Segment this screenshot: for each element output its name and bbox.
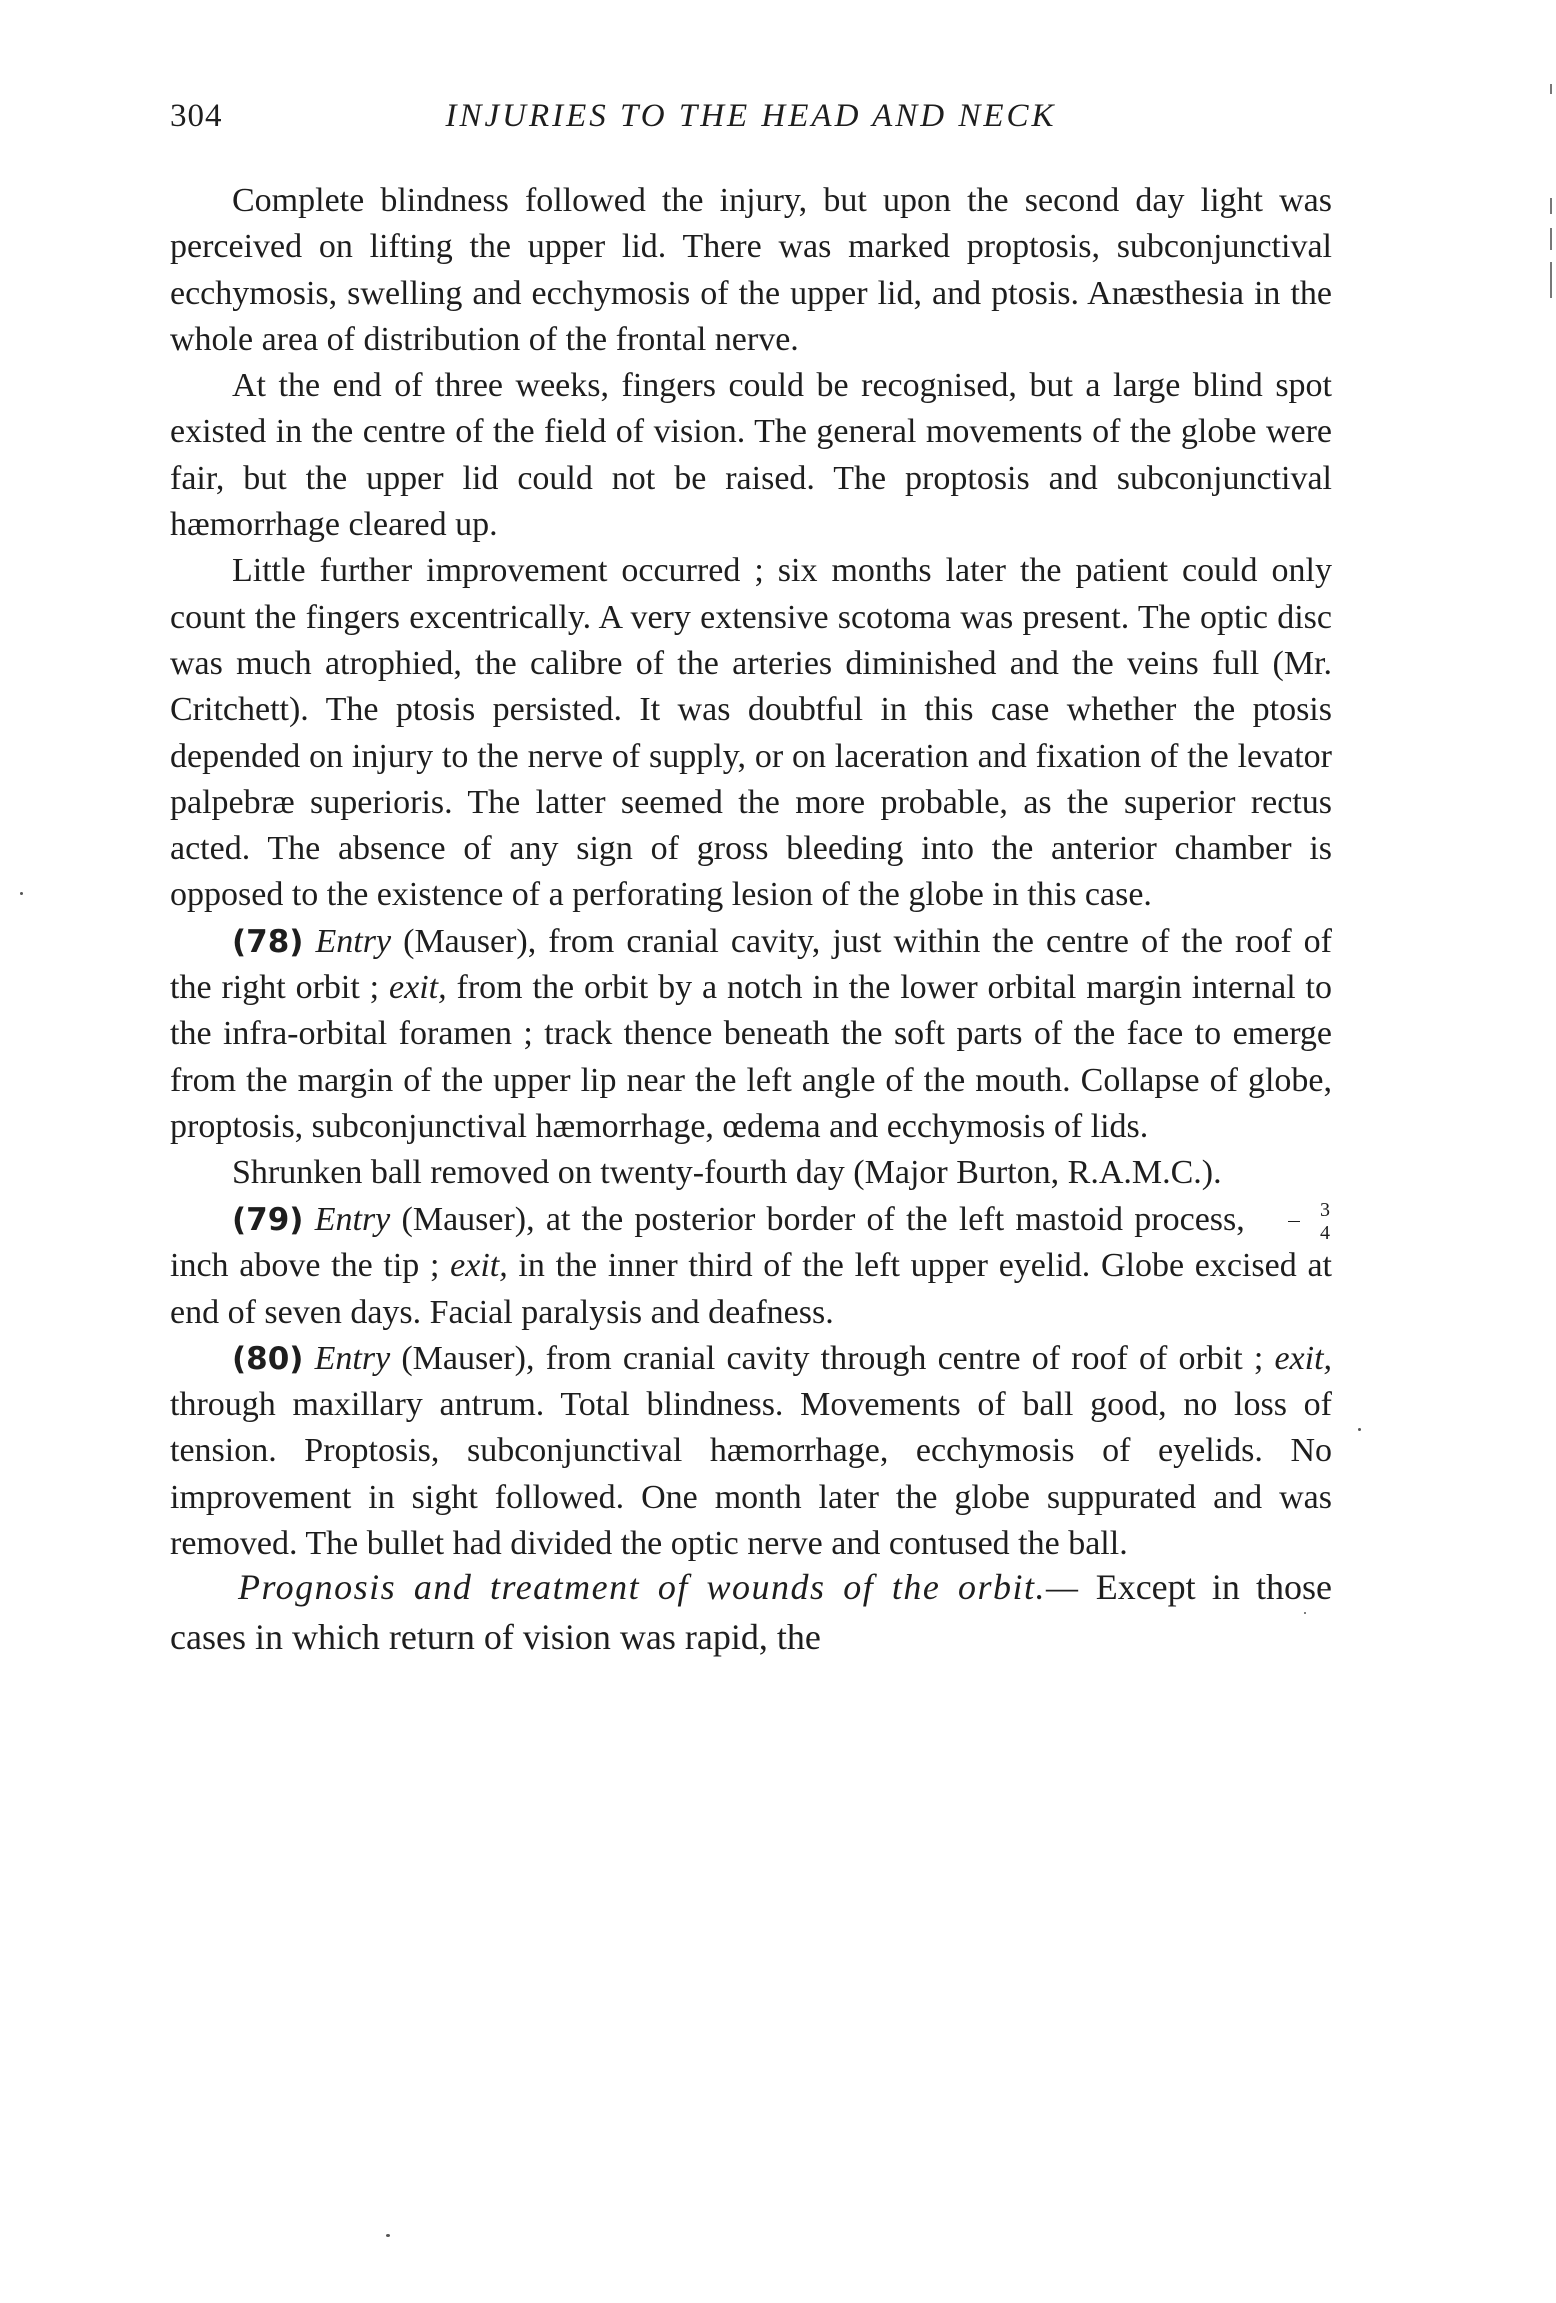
- prognosis-section: [170, 1562, 1332, 1662]
- margin-mark: [1550, 84, 1552, 94]
- case-79-text-c: in the inner third of the left upper eyelid. Globe excised at end of seven days. Facial paralysis and deafness.: [170, 1247, 1332, 1331]
- running-head: [170, 98, 1332, 148]
- body-text: [170, 178, 1332, 1567]
- case-80-text-a: (Mauser), from cranial cavity through centre of roof of orbit ;: [390, 1339, 1275, 1377]
- case-80-text-b: through maxillary antrum. Total blindness. Movements of ball good, no loss of tension. Proptosis, subconjunctival hæmorrhage, ecchymosis of eyelids. No improvement in sight followed. One month later the globe suppurated and was removed. The bullet had divided the optic nerve and contused the ball.: [170, 1386, 1332, 1563]
- fraction-denominator: 4: [1320, 1222, 1331, 1245]
- paragraph-three-weeks: At the end of three weeks, fingers could be recognised, but a large blind spot existed in the centre of the field of vision. The general movements of the globe were fair, but the upper lid could not be raised. The proptosis and subconjunctival hæmorrhage cleared up.: [170, 367, 1332, 544]
- paper-speck: [1358, 1428, 1361, 1431]
- margin-mark: [1550, 262, 1552, 298]
- page-number: 304: [170, 98, 223, 134]
- case-79-paragraph: [170, 1197, 1332, 1336]
- case-78-text-b: from the orbit by a notch in the lower orbital margin internal to the infra-orbital foramen ; track thence beneath the soft parts of the face to emerge from the margin of the upper lip near the left angle of the mouth. Collapse of globe, proptosis, subconjunctival hæmorrhage, œdema and ecchymosis of lids.: [170, 969, 1332, 1145]
- prognosis-paragraph: [170, 1562, 1332, 1662]
- paragraph-further-improvement: Little further improvement occurred ; six months later the patient could only count the fingers excentrically. A very extensive scotoma was present. The optic disc was much atrophied, the calibre of the arteries diminished and the veins full (Mr. Critchett). The ptosis persisted. It was doubtful in this case whether the ptosis depended on injury to the nerve of supply, or on laceration and fixation of the levator palpebræ superioris. The latter seemed the more probable, as the superior rectus acted. The absence of any sign of gross bleeding into the anterior chamber is opposed to the existence of a perforating lesion of the globe in this case.: [170, 552, 1332, 914]
- margin-mark: [1550, 198, 1552, 214]
- case-80-paragraph: [170, 1336, 1332, 1567]
- running-title: INJURIES TO THE HEAD AND NECK: [445, 98, 1057, 134]
- paper-speck: [1304, 1612, 1306, 1614]
- section-heading: Prognosis and treatment of wounds of the orbit.—: [238, 1567, 1080, 1607]
- case-78-text-a: (Mauser), from cranial cavity, just within the centre of the roof of the right orbit ;: [170, 922, 1333, 1007]
- paper-speck: [20, 892, 23, 895]
- paragraph-blindness: Complete blindness followed the injury, but upon the second day light was perceived on lifting the upper lid. There was marked proptosis, subconjunctival ecchymosis, swelling and ecchymosis of the upper lid, and ptosis. Anæsthesia in the whole area of distribution of the frontal nerve.: [170, 182, 1332, 358]
- case-79-text-a: (Mauser), at the posterior border of the left mastoid process,: [390, 1200, 1257, 1238]
- case-79-text-b: inch above the tip ;: [170, 1247, 451, 1285]
- case-79-entry-label: Entry: [314, 1200, 391, 1238]
- case-80-exit-label: exit,: [1274, 1339, 1333, 1377]
- fraction-three-quarters: [1258, 1200, 1330, 1243]
- case-80-number: (80): [232, 1340, 304, 1377]
- fraction-numerator: 3: [1320, 1199, 1331, 1222]
- case-80-entry-label: Entry: [314, 1339, 391, 1377]
- case-78-number: (78): [232, 923, 304, 960]
- case-79-number: (79): [232, 1201, 304, 1238]
- paragraph-shrunken-ball: Shrunken ball removed on twenty-fourth day (Major Burton, R.A.M.C.).: [232, 1154, 1222, 1192]
- case-78-exit-label: exit,: [389, 969, 447, 1007]
- case-78-entry-label: Entry: [315, 922, 392, 960]
- paper-speck: [386, 2234, 390, 2237]
- case-78-paragraph: [170, 919, 1332, 1150]
- margin-mark: [1550, 228, 1552, 250]
- case-79-exit-label: exit,: [450, 1247, 508, 1285]
- section-text: Except in those cases in which return of vision was rapid, the: [170, 1567, 1332, 1657]
